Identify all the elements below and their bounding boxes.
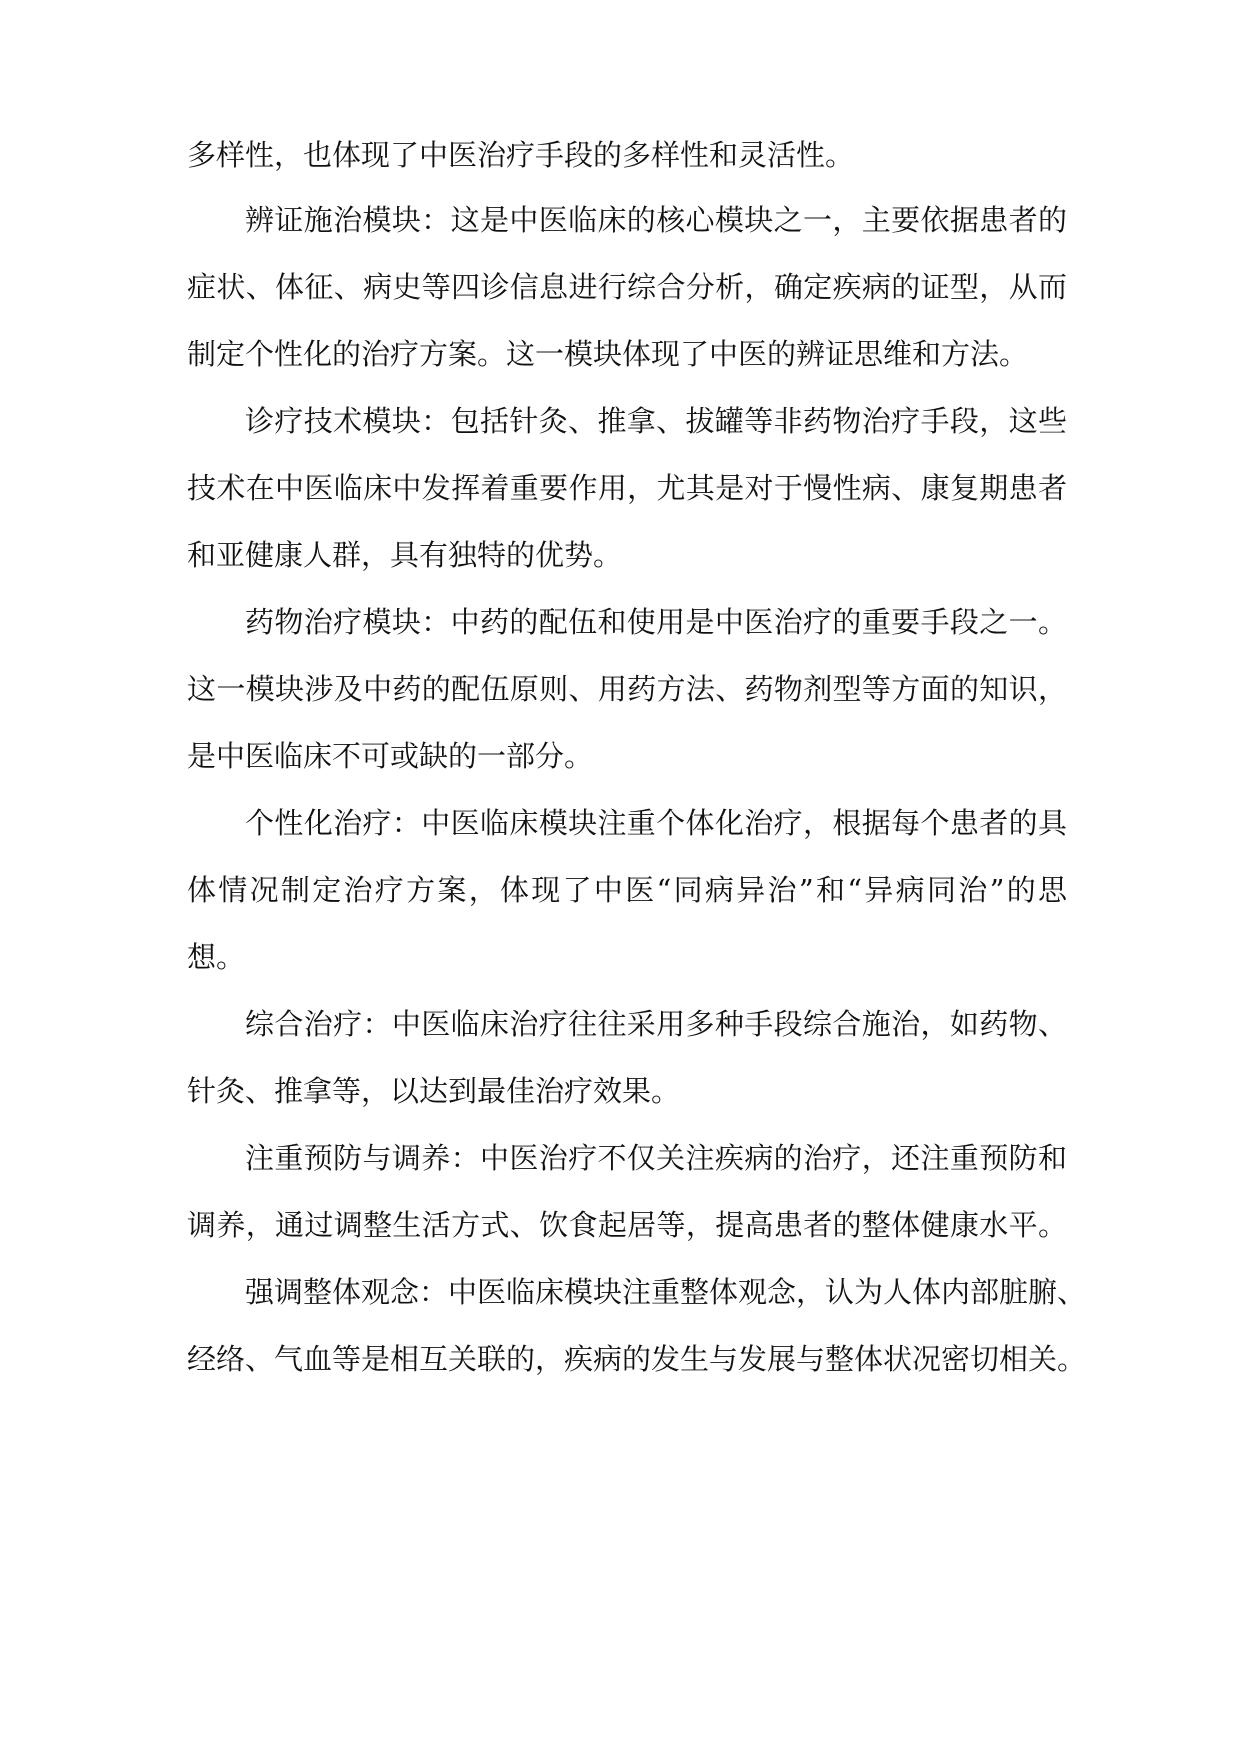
text-line: 是中医临床不可或缺的一部分。 (187, 739, 594, 773)
text-line: 辨证施治模块：这是中医临床的核心模块之一，主要依据患者的 (245, 203, 1067, 237)
text-line: 想。 (187, 940, 246, 974)
text-line: 药物治疗模块：中药的配伍和使用是中医治疗的重要手段之一。 (245, 605, 1067, 639)
text-line: 诊疗技术模块：包括针灸、推拿、拔罐等非药物治疗手段，这些 (245, 404, 1067, 438)
text-line: 针灸、推拿等，以达到最佳治疗效果。 (187, 1074, 681, 1108)
text-line: 体情况制定治疗方案，体现了中医“同病异治”和“异病同治”的思 (187, 873, 1067, 907)
text-line: 注重预防与调养：中医治疗不仅关注疾病的治疗，还注重预防和 (245, 1141, 1067, 1175)
text-line: 技术在中医临床中发挥着重要作用，尤其是对于慢性病、康复期患者 (187, 471, 1067, 505)
text-line: 这一模块涉及中药的配伍原则、用药方法、药物剂型等方面的知识， (187, 672, 1067, 706)
text-line: 强调整体观念：中医临床模块注重整体观念，认为人体内部脏腑、 (245, 1275, 1087, 1309)
text-line: 经络、气血等是相互关联的，疾病的发生与发展与整体状况密切相关。 (187, 1342, 1087, 1376)
text-line: 个性化治疗：中医临床模块注重个体化治疗，根据每个患者的具 (245, 806, 1067, 840)
text-line: 症状、体征、病史等四诊信息进行综合分析，确定疾病的证型，从而 (187, 270, 1067, 304)
text-line: 制定个性化的治疗方案。这一模块体现了中医的辨证思维和方法。 (187, 337, 1029, 371)
text-line: 调养，通过调整生活方式、饮食起居等，提高患者的整体健康水平。 (187, 1208, 1067, 1242)
text-line: 多样性，也体现了中医治疗手段的多样性和灵活性。 (187, 138, 855, 172)
text-line: 和亚健康人群，具有独特的优势。 (187, 538, 623, 572)
text-line: 综合治疗：中医临床治疗往往采用多种手段综合施治，如药物、 (245, 1007, 1067, 1041)
